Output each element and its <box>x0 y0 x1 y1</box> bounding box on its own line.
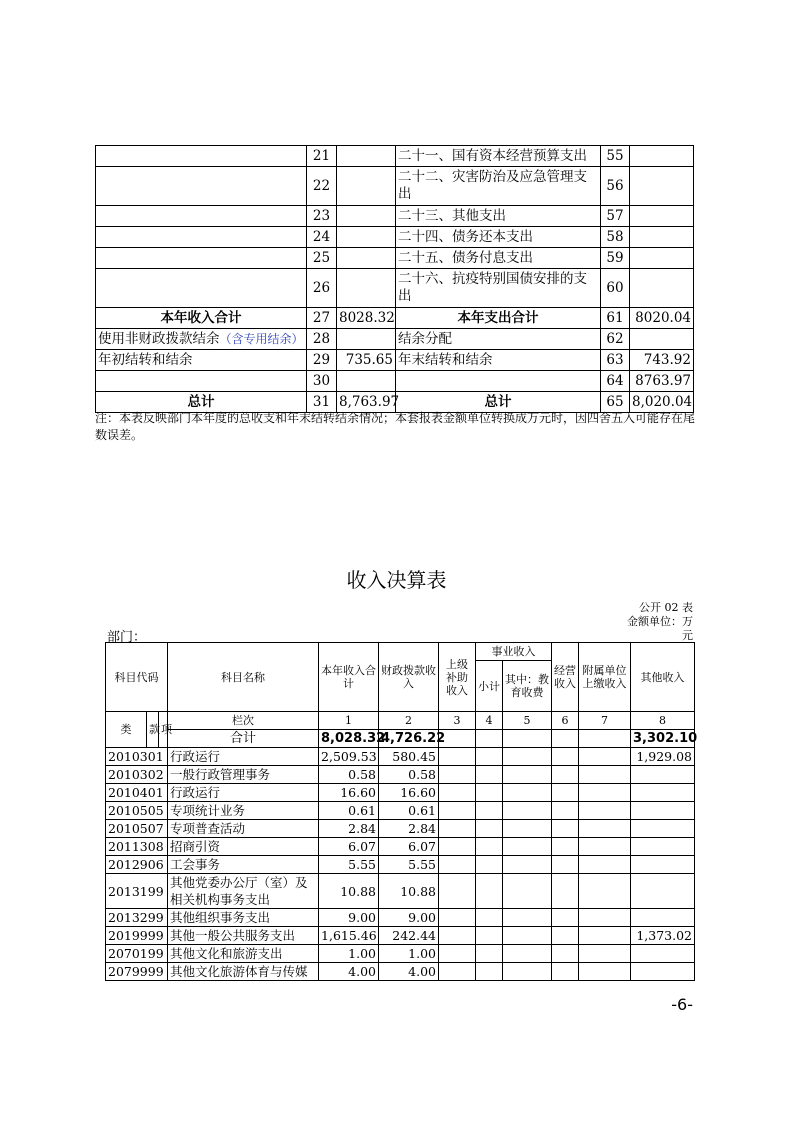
table-cell <box>439 945 476 963</box>
table-cell: 一般行政管理事务 <box>168 766 319 784</box>
table-cell: 2079999 <box>106 963 168 981</box>
header-cell: 财政拨款收入 <box>379 643 439 712</box>
column-number: 6 <box>552 712 579 730</box>
table-cell: 61 <box>601 308 630 329</box>
table-cell: 二十三、其他支出 <box>396 206 601 227</box>
table-cell <box>631 874 695 909</box>
table-cell <box>552 874 579 909</box>
page-title: 收入决算表 <box>346 568 447 592</box>
table-cell <box>579 874 631 909</box>
table-cell <box>503 909 552 927</box>
header-cell: 经营收入 <box>552 643 579 712</box>
table-cell: 年末结转和结余 <box>396 350 601 371</box>
table-cell: 3,302.10 <box>631 730 695 748</box>
table-cell <box>630 146 694 167</box>
table-row <box>106 856 695 874</box>
table-cell: 2010302 <box>106 766 168 784</box>
table-cell <box>96 329 307 350</box>
table-cell <box>579 784 631 802</box>
table-cell <box>396 371 601 392</box>
table-row <box>106 820 695 838</box>
table-cell <box>503 963 552 981</box>
table-cell: 2.84 <box>319 820 379 838</box>
table-cell <box>552 748 579 766</box>
table-cell: 6.07 <box>379 838 439 856</box>
table-cell: 二十一、国有资本经营预算支出 <box>396 146 601 167</box>
table-cell <box>579 927 631 945</box>
table-cell: 28 <box>307 329 337 350</box>
table-cell: 2012906 <box>106 856 168 874</box>
table-cell <box>337 146 396 167</box>
table-cell: 二十五、债务付息支出 <box>396 248 601 269</box>
table-cell: 10.88 <box>319 874 379 909</box>
table-row <box>106 909 695 927</box>
table-cell: 2013199 <box>106 874 168 909</box>
table-cell: 242.44 <box>379 927 439 945</box>
table-cell <box>552 766 579 784</box>
table-cell <box>630 269 694 308</box>
table-cell <box>552 927 579 945</box>
table-cell: 9.00 <box>379 909 439 927</box>
table-cell <box>337 329 396 350</box>
page-number: -6- <box>671 995 693 1014</box>
table-row <box>106 784 695 802</box>
table-row <box>96 350 694 371</box>
table-cell <box>503 838 552 856</box>
table-cell <box>476 784 503 802</box>
table-cell <box>579 748 631 766</box>
table-row <box>106 748 695 766</box>
table-cell <box>337 167 396 206</box>
table-cell <box>552 909 579 927</box>
table-cell <box>476 945 503 963</box>
table-cell <box>476 820 503 838</box>
table-cell: 21 <box>307 146 337 167</box>
table-cell: 其他一般公共服务支出 <box>168 927 319 945</box>
table-cell: 64 <box>601 371 630 392</box>
table-row <box>96 167 694 206</box>
cell-text: 使用非财政拨款结余 <box>98 330 220 347</box>
unit-label: 金额单位：万 <box>627 615 693 628</box>
table-cell: 0.61 <box>319 802 379 820</box>
table-cell: 29 <box>307 350 337 371</box>
table-cell <box>476 766 503 784</box>
table-row <box>106 802 695 820</box>
table-cell: 专项统计业务 <box>168 802 319 820</box>
table-cell <box>476 856 503 874</box>
table-cell: 24 <box>307 227 337 248</box>
table-cell <box>552 784 579 802</box>
table-cell <box>552 945 579 963</box>
table-cell: 5.55 <box>379 856 439 874</box>
header-cell: 其他收入 <box>631 643 695 712</box>
table-cell: 580.45 <box>379 748 439 766</box>
table-cell: 二十六、抗疫特别国债安排的支出 <box>396 269 601 308</box>
table-cell: 4.00 <box>379 963 439 981</box>
table-cell <box>337 206 396 227</box>
table-row <box>96 146 694 167</box>
table-cell: 63 <box>601 350 630 371</box>
table-cell <box>337 248 396 269</box>
table-cell <box>631 856 695 874</box>
table-cell: 2010301 <box>106 748 168 766</box>
table-cell: 本年支出合计 <box>396 308 601 329</box>
table-row <box>96 371 694 392</box>
table-cell: 735.65 <box>337 350 396 371</box>
table-cell <box>503 766 552 784</box>
table-cell: 10.88 <box>379 874 439 909</box>
table-row <box>106 874 695 909</box>
table-row <box>106 838 695 856</box>
table-cell <box>503 730 552 748</box>
table-cell <box>476 927 503 945</box>
header-cell: 本年收入合计 <box>319 643 379 712</box>
table-cell: 2011308 <box>106 838 168 856</box>
column-number: 8 <box>631 712 695 730</box>
table-row <box>96 227 694 248</box>
dept-label: 部门： <box>107 630 147 645</box>
table-cell: 2010507 <box>106 820 168 838</box>
table-cell: 2010401 <box>106 784 168 802</box>
table-row <box>96 248 694 269</box>
income-table <box>105 642 698 981</box>
table-cell <box>337 371 396 392</box>
table-cell <box>579 838 631 856</box>
table-cell: 本年收入合计 <box>96 308 307 329</box>
table-cell <box>503 874 552 909</box>
table-cell <box>631 766 695 784</box>
table-cell: 16.60 <box>379 784 439 802</box>
table-cell: 8,020.04 <box>630 392 694 413</box>
table-cell: 26 <box>307 269 337 308</box>
table-cell <box>631 963 695 981</box>
table-cell <box>631 784 695 802</box>
table-cell <box>439 784 476 802</box>
table-cell: 4.00 <box>319 963 379 981</box>
table-cell: 0.61 <box>379 802 439 820</box>
table-cell: 0.58 <box>379 766 439 784</box>
table-cell <box>631 909 695 927</box>
table-cell <box>337 227 396 248</box>
table-cell: 2,509.53 <box>319 748 379 766</box>
table-cell: 二十四、债务还本支出 <box>396 227 601 248</box>
table-cell: 其他党委办公厅（室）及相关机构事务支出 <box>168 874 319 909</box>
table-cell <box>476 838 503 856</box>
table-cell <box>631 820 695 838</box>
table-cell: 8763.97 <box>630 371 694 392</box>
table-cell: 其他组织事务支出 <box>168 909 319 927</box>
table-cell: 59 <box>601 248 630 269</box>
table-cell: 16.60 <box>319 784 379 802</box>
table-cell <box>439 766 476 784</box>
table-cell: 结余分配 <box>396 329 601 350</box>
table-cell <box>476 730 503 748</box>
table-cell <box>579 963 631 981</box>
table-cell <box>630 167 694 206</box>
table-cell <box>476 909 503 927</box>
table-cell <box>439 856 476 874</box>
form-code: 公开 02 表 <box>639 601 693 614</box>
table-cell: 31 <box>307 392 337 413</box>
table-cell: 2013299 <box>106 909 168 927</box>
table-cell: 二十二、灾害防治及应急管理支出 <box>396 167 601 206</box>
table-cell: 1,373.02 <box>631 927 695 945</box>
table-cell <box>579 766 631 784</box>
table-cell <box>579 909 631 927</box>
table-cell: 总计 <box>96 392 307 413</box>
header-cell: 栏次 <box>168 712 319 730</box>
table-cell <box>439 838 476 856</box>
total-row <box>96 308 694 329</box>
header-cell: 其中：教育收费 <box>503 661 552 712</box>
table-cell: 62 <box>601 329 630 350</box>
table-cell <box>631 945 695 963</box>
table-cell: 其他文化旅游体育与传媒 <box>168 963 319 981</box>
table-cell <box>503 927 552 945</box>
table-cell <box>631 802 695 820</box>
header-row <box>106 643 695 661</box>
table-cell: 4,726.22 <box>379 730 439 748</box>
header-cell: 科目名称 <box>168 643 319 712</box>
table-cell <box>96 371 307 392</box>
table-cell <box>630 227 694 248</box>
header-cell: 款 <box>147 712 159 748</box>
table-cell: 行政运行 <box>168 784 319 802</box>
header-cell: 科目代码 <box>106 643 168 712</box>
header-cell: 上级补助收入 <box>439 643 476 712</box>
table-cell <box>96 146 307 167</box>
table-cell: 总计 <box>396 392 601 413</box>
table-cell: 1.00 <box>379 945 439 963</box>
table-cell: 8,028.32 <box>319 730 379 748</box>
table-cell <box>96 206 307 227</box>
table-row <box>96 329 694 350</box>
cell-text-note: （含专用结余） <box>219 331 304 346</box>
table-cell <box>552 820 579 838</box>
table-cell: 年初结转和结余 <box>96 350 307 371</box>
table-cell <box>579 730 631 748</box>
table-cell <box>552 730 579 748</box>
table-cell <box>503 784 552 802</box>
table-cell <box>96 227 307 248</box>
table-cell: 其他文化和旅游支出 <box>168 945 319 963</box>
table-cell: 1,615.46 <box>319 927 379 945</box>
table-row <box>96 269 694 308</box>
sum-row <box>106 730 695 748</box>
table-cell: 0.58 <box>319 766 379 784</box>
table-cell <box>476 874 503 909</box>
table-cell: 22 <box>307 167 337 206</box>
table-cell <box>552 963 579 981</box>
table-cell <box>439 802 476 820</box>
table-cell <box>503 820 552 838</box>
table-cell: 57 <box>601 206 630 227</box>
table-cell: 25 <box>307 248 337 269</box>
table-cell <box>552 802 579 820</box>
table-cell: 招商引资 <box>168 838 319 856</box>
table-cell <box>503 856 552 874</box>
column-number: 5 <box>503 712 552 730</box>
table-cell <box>96 248 307 269</box>
table-cell: 2019999 <box>106 927 168 945</box>
column-number: 1 <box>319 712 379 730</box>
table-cell: 30 <box>307 371 337 392</box>
column-number: 3 <box>439 712 476 730</box>
table-cell: 2070199 <box>106 945 168 963</box>
table-row <box>106 945 695 963</box>
table-cell <box>439 748 476 766</box>
table-cell: 65 <box>601 392 630 413</box>
table-cell <box>439 820 476 838</box>
table-cell <box>630 248 694 269</box>
balance-summary-table <box>95 145 694 413</box>
column-number: 7 <box>579 712 631 730</box>
table-row <box>106 927 695 945</box>
table-cell <box>96 269 307 308</box>
table-cell <box>476 802 503 820</box>
table-cell <box>503 945 552 963</box>
table-cell: 工会事务 <box>168 856 319 874</box>
table-cell <box>579 802 631 820</box>
unit-label-cont: 元 <box>682 629 693 642</box>
table-cell <box>476 748 503 766</box>
table-cell: 8,763.97 <box>337 392 396 413</box>
table-row <box>106 766 695 784</box>
table-cell: 专项普查活动 <box>168 820 319 838</box>
table-note: 注：本表反映部门本年度的总收支和年末结转结余情况；本套报表金额单位转换成万元时，因四舍五入可能存在尾数误差。 <box>95 411 696 442</box>
table-row <box>96 206 694 227</box>
table-cell <box>579 820 631 838</box>
table-cell: 60 <box>601 269 630 308</box>
table-cell: 58 <box>601 227 630 248</box>
table-cell <box>630 206 694 227</box>
table-cell <box>476 963 503 981</box>
table-cell <box>579 945 631 963</box>
table-cell: 23 <box>307 206 337 227</box>
column-number: 2 <box>379 712 439 730</box>
table-cell: 6.07 <box>319 838 379 856</box>
header-cell: 类 <box>106 712 147 748</box>
table-cell <box>552 838 579 856</box>
table-cell: 5.55 <box>319 856 379 874</box>
table-cell <box>439 927 476 945</box>
table-cell <box>630 329 694 350</box>
table-cell: 27 <box>307 308 337 329</box>
header-cell: 合计 <box>168 730 319 748</box>
table-cell <box>96 167 307 206</box>
table-cell: 2010505 <box>106 802 168 820</box>
table-cell: 1.00 <box>319 945 379 963</box>
table-cell <box>439 874 476 909</box>
header-cell: 小计 <box>476 661 503 712</box>
column-number: 4 <box>476 712 503 730</box>
table-cell <box>552 856 579 874</box>
table-cell: 行政运行 <box>168 748 319 766</box>
table-cell <box>337 269 396 308</box>
table-cell: 55 <box>601 146 630 167</box>
table-cell <box>503 802 552 820</box>
table-cell: 1,929.08 <box>631 748 695 766</box>
table-row <box>106 963 695 981</box>
table-cell: 2.84 <box>379 820 439 838</box>
table-cell: 56 <box>601 167 630 206</box>
table-cell: 9.00 <box>319 909 379 927</box>
header-cell: 附属单位上缴收入 <box>579 643 631 712</box>
header-cell: 事业收入 <box>476 643 552 661</box>
table-cell: 743.92 <box>630 350 694 371</box>
table-cell <box>439 963 476 981</box>
header-cell: 项 <box>159 712 168 748</box>
header-row <box>106 712 695 730</box>
table-cell <box>579 856 631 874</box>
table-cell: 8020.04 <box>630 308 694 329</box>
table-cell <box>503 748 552 766</box>
table-cell <box>439 909 476 927</box>
table-cell: 8028.32 <box>337 308 396 329</box>
table-cell <box>631 838 695 856</box>
